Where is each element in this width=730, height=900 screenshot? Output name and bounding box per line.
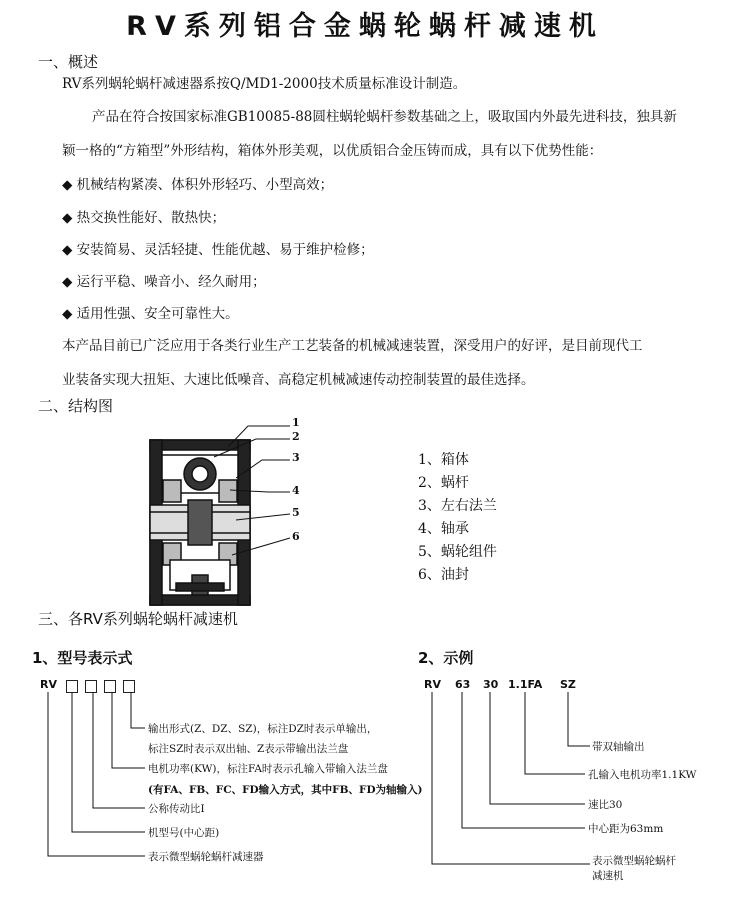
example-line-center: 中心距为63mm [588,823,664,835]
example-code-ratio: 30 [483,678,499,691]
legend-item: 4、轴承 [418,521,469,537]
example-line-output: 带双轴输出 [592,741,645,753]
model-line-input-types: (有FA、FB、FC、FD输入方式，其中FB、FD为轴输入) [148,784,423,796]
paragraph-intro: RV系列蜗轮蜗杆减速器系按Q/MD1-2000技术质量标准设计制造。 [62,76,467,92]
model-line-output-form: 输出形式(Z、DZ、SZ)，标注DZ时表示单输出， [148,723,378,735]
example-code-power: 1.1FA [508,678,543,691]
page-title: RV系列铝合金蜗轮蜗杆减速机 [126,11,604,42]
paragraph-2-line-1: 产品在符合按国家标准GB10085-88圆柱蜗轮蜗杆参数基础之上，吸取国内外最先进科技，独具新 [92,109,677,125]
example-code-size: 63 [455,678,471,691]
model-prefix: RV [40,678,57,691]
callout-6: 6 [292,530,300,543]
legend-item: 3、左右法兰 [418,498,497,514]
paragraph-3-line-1: 本产品目前已广泛应用于各类行业生产工艺装备的机械减速装置，深受用户的好评，是目前现代工 [62,338,643,354]
paragraph-2-line-2: 颖一格的“方箱型”外形结构，箱体外形美观，以优质铝合金压铸而成，具有以下优势性能： [62,143,603,159]
legend-item: 1、箱体 [418,452,469,468]
callout-1: 1 [292,416,300,429]
callout-3: 3 [292,451,300,464]
model-line-reducer-type: 表示微型蜗轮蜗杆减速器 [148,851,264,863]
model-line-output-note: 标注SZ时表示双出轴、Z表示带输出法兰盘 [148,743,349,755]
example-line-power: 孔输入电机功率1.1KW [588,769,697,781]
callout-5: 5 [292,506,300,519]
example-heading: 2、示例 [418,649,474,667]
section-1-heading: 一、概述 [38,53,99,71]
example-line-type-1: 表示微型蜗轮蜗杆 [592,855,676,867]
paragraph-3-line-2: 业装备实现大扭矩、大速比低噪音、高稳定机械减速传动控制装置的最佳选择。 [62,372,535,388]
model-line-motor-power: 电机功率(KW)，标注FA时表示孔输入带输入法兰盘 [148,763,388,775]
bullet-item: ◆ 安装简易、灵活轻捷、性能优越、易于维护检修； [62,242,374,258]
model-line-ratio: 公称传动比I [148,803,205,815]
model-format-heading: 1、型号表示式 [32,649,133,667]
bullet-item: ◆ 机械结构紧凑、体积外形轻巧、小型高效； [62,177,334,193]
example-code-output: SZ [560,678,576,691]
bullet-item: ◆ 运行平稳、噪音小、经久耐用； [62,274,266,290]
bullet-item: ◆ 热交换性能好、散热快； [62,210,226,226]
bullet-item: ◆ 适用性强、安全可靠性大。 [62,306,239,322]
section-2-heading: 二、结构图 [38,397,114,415]
example-line-type-2: 减速机 [592,870,624,882]
legend-item: 6、油封 [418,567,469,583]
legend-item: 5、蜗轮组件 [418,544,497,560]
example-brackets [432,692,590,864]
model-line-center-distance: 机型号(中心距) [148,827,220,839]
example-code-rv: RV [424,678,441,691]
callout-2: 2 [292,430,300,443]
legend-item: 2、蜗杆 [418,475,469,491]
callout-4: 4 [292,484,300,497]
example-line-ratio: 速比30 [588,799,623,811]
section-3-heading: 三、各RV系列蜗轮蜗杆减速机 [38,610,238,628]
